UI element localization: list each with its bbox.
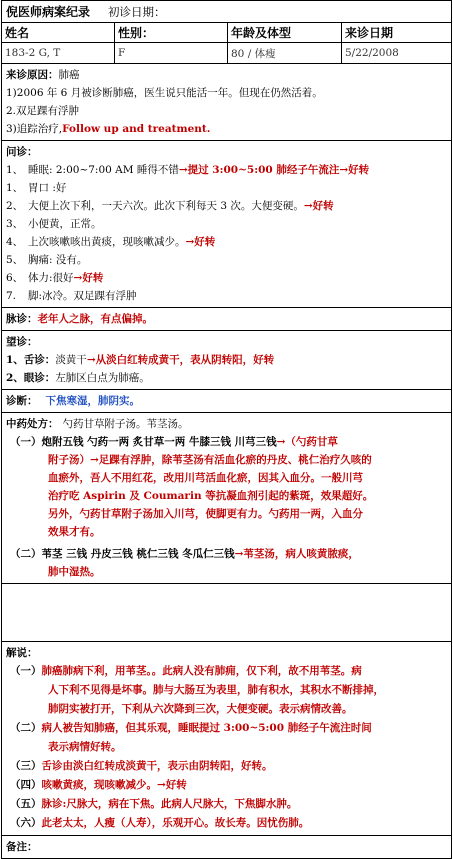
prescription-value: 勺药甘草附子汤。苇茎汤。 [62, 418, 189, 430]
blank-area [2, 584, 451, 642]
notes-section [2, 836, 451, 858]
medical-record-document [1, 0, 452, 859]
explanation-item: （一）肺癌肺病下利，用苇茎。。此病人没有肺痈，仅下利，故不用苇茎。病 人下利不见得是坏事。肺与大肠互为表里，肺有积水，其积水不断排掉， 肺阴实被打开，下利从六次降到三次，大便变硬。表示病情改善。 [10, 665, 384, 715]
reason-section [2, 64, 451, 141]
herb-group-2: （二）苇茎 三钱 丹皮三钱 桃仁三钱 冬瓜仁三钱→苇茎汤，病人咳黄脓痰， 肺中湿热。 [10, 548, 359, 578]
age-build-cell: 80 / 体瘦 [228, 43, 342, 63]
name-header: 姓名 [2, 23, 115, 42]
tongue-diagnosis: 1、舌诊：淡黄干→从淡白红转成黄干，表从阴转阳，好转 [6, 354, 275, 366]
reason-label: 来诊原因： [6, 69, 59, 81]
explanation-item: （四）咳嗽黄痰，现咳嗽减少。→好转 [10, 779, 187, 791]
reason-value: 肺癌 [58, 69, 80, 81]
reason-item: 1)2006 年 6 月被诊断肺癌，医生说只能活一年。但现在仍然活着。 [6, 87, 323, 99]
explanation-label: 解说： [6, 647, 38, 659]
reason-item-english: Follow up and treatment. [62, 123, 211, 135]
inquiry-label: 问诊： [6, 146, 38, 158]
prescription-label: 中药处方： [6, 418, 59, 430]
explanation-item: （六）此老太太，人瘦（人寿），乐观开心。故长寿。因忧伤肺。 [10, 817, 310, 829]
inquiry-item: 4、 上次咳嗽咳出黄痰，现咳嗽减少。→好转 [6, 236, 216, 248]
info-table-header [2, 23, 451, 43]
pulse-label: 脉诊： [6, 313, 38, 325]
inquiry-item: 2、 大便上次下利，一天六次。此次下利每天 3 次。大便变硬。→好转 [6, 200, 334, 212]
explanation-item: （五）脉诊:尺脉大，病在下焦。此病人尺脉大，下焦脚水肿。 [10, 798, 298, 810]
visit-date-header: 来诊日期 [345, 26, 394, 40]
explanation-section [2, 642, 451, 836]
inquiry-item: 7. 脚:冰冷。双足踝有浮肿 [6, 290, 137, 302]
explanation-item: （二）病人被告知肺癌，但其乐观，睡眠提过 3:00~5:00 肺经子午流注时间 表示病情好转。 [10, 722, 372, 753]
inquiry-item: 5、 胸痛: 没有。 [6, 254, 88, 266]
reason-item: 2.双足踝有浮肿 [6, 105, 80, 117]
record-header [2, 1, 451, 23]
inquiry-item: 6、 体力:很好→好转 [6, 272, 104, 284]
inquiry-item: 3、 小便黄，正常。 [6, 218, 102, 230]
eye-diagnosis: 2、眼诊：左肺区白点为肺癌。 [6, 372, 150, 384]
herb-group-1: （一）炮附五钱 勺药一两 炙甘草一两 牛膝三钱 川芎三钱→（勺药甘草 附子汤）→足踝有浮肿，除苇茎汤有活血化瘀的丹皮、桃仁治疗久咳的 血瘀外，吾人不用红花，改用川芎活血化瘀，因其入血分。一般川芎 治疗吃 Aspirin 及 Coumarin 等抗凝血剂引起的紫斑，效果超好。 另外，勺药甘草附子汤加入川芎，使脚更有力。勺药用一两，入血分 效果才有。 [10, 436, 374, 538]
explanation-item: （三）舌诊由淡白红转成淡黄干，表示由阴转阳，好转。 [10, 760, 273, 772]
inspection-label: 望诊： [6, 336, 38, 348]
reason-item: 3)追踪治疗, [6, 123, 63, 135]
info-table-values [2, 43, 451, 64]
inspection-section [2, 331, 451, 390]
first-visit-date-label: 初诊日期： [108, 4, 166, 19]
age-build-header: 年龄及体型 [228, 23, 342, 42]
diagnosis-label: 诊断： [6, 395, 38, 407]
inquiry-item: 1、 睡眠: 2:00~7:00 AM 睡得不错→提过 3:00~5:00 肺经子午流注→好转 [6, 164, 370, 176]
inquiry-item: 1、 胃口 :好 [6, 182, 67, 194]
sex-header: 性别： [115, 23, 228, 42]
inquiry-section [2, 141, 451, 308]
diagnosis-section [2, 390, 451, 413]
diagnosis-value: 下焦寒湿，肺阴实。 [45, 395, 140, 407]
notes-label: 备注： [6, 841, 38, 853]
prescription-section [2, 413, 451, 584]
patient-id-cell: 183-2 G, T [2, 43, 115, 63]
pulse-section [2, 308, 451, 331]
record-title: 倪医师病案纪录 [6, 5, 91, 19]
visit-date-cell: 5/22/2008 [345, 47, 399, 59]
pulse-value: 老年人之脉，有点偏掉。 [37, 313, 153, 325]
sex-cell: F [115, 43, 228, 63]
